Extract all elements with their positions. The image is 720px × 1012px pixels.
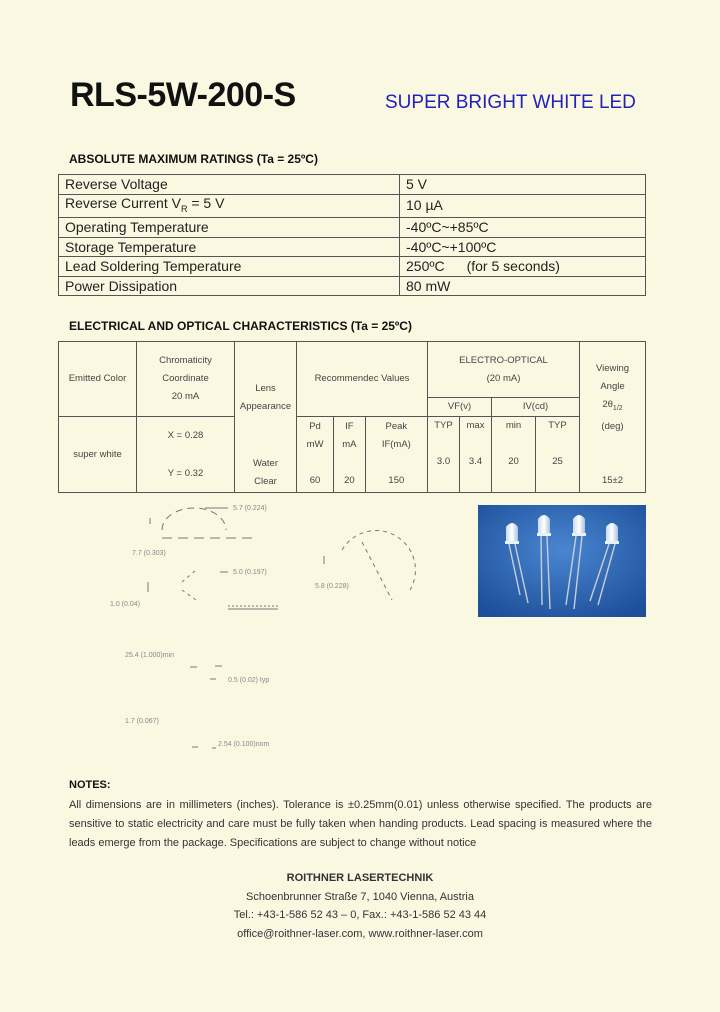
- table-row: [59, 276, 646, 296]
- param-cell: Reverse Current $V_R = 5$ V: [59, 194, 400, 218]
- led-product-photo: [478, 505, 646, 617]
- angle-value: 15±2: [580, 455, 646, 493]
- company-phone: Tel.: +43-1-586 52 43 – 0, Fax.: +43-1-586 52 43 44: [233, 909, 487, 921]
- value-cell: -40ºC~+85ºC: [400, 218, 646, 238]
- table-row: [59, 257, 646, 277]
- iv-typ-cell: TYP 25: [536, 417, 580, 493]
- notes-title: NOTES:: [69, 779, 111, 791]
- if-header: IF mA: [334, 417, 366, 455]
- dim-label: 1.0 (0.04): [110, 601, 140, 608]
- table-row: [59, 218, 646, 238]
- table-row: [59, 237, 646, 257]
- value-cell: 80 mW: [400, 276, 646, 296]
- value-cell: 5 V: [400, 175, 646, 195]
- emitted-color-header: Emitted Color: [59, 342, 137, 417]
- table-row: [59, 194, 646, 218]
- coordinate-cell: X = 0.28 Y = 0.32: [137, 417, 235, 493]
- param-cell: Lead Soldering Temperature: [59, 257, 400, 277]
- company-name: ROITHNER LASERTECHNIK: [286, 872, 434, 884]
- iv-header: IV(cd): [492, 398, 580, 417]
- iv-min-cell: min 20: [492, 417, 536, 493]
- angled-view: [315, 531, 415, 600]
- package-drawing: [100, 490, 430, 760]
- if-value: 20: [334, 455, 366, 493]
- value-cell: 10 µA: [400, 194, 646, 218]
- param-cell: Power Dissipation: [59, 276, 400, 296]
- lens-cell: Water Clear: [235, 455, 297, 493]
- top-view: [132, 505, 267, 557]
- param-cell: Storage Temperature: [59, 237, 400, 257]
- absolute-max-title: ABSOLUTE MAXIMUM RATINGS (Ta = 25ºC): [69, 152, 318, 166]
- side-view: [110, 569, 278, 609]
- viewing-angle-header: Viewing Angle $2\theta_{1/2}$ (deg): [580, 342, 646, 455]
- dim-label: 5.7 (0.224): [233, 505, 267, 512]
- param-cell: Reverse Voltage: [59, 175, 400, 195]
- dim-label: 0.5 (0.02) typ: [228, 677, 270, 684]
- notes-text: All dimensions are in millimeters (inches). Tolerance is ±0.25mm(0.01) unless otherwise specified. The products are sensitive to static electricity and care must be fully taken when handing products. Lead spacing is measured where the leads emerge from the package. Specifications are subject to change without notice: [69, 799, 652, 849]
- vf-typ-cell: TYP 3.0: [428, 417, 460, 493]
- pd-value: 60: [297, 455, 334, 493]
- chromaticity-header: Chromaticity Coordinate 20 mA: [137, 342, 235, 417]
- table-row: [59, 417, 646, 455]
- table-row: [59, 175, 646, 195]
- dim-label: 1.7 (0.067): [125, 718, 159, 725]
- dim-label: 25.4 (1.000)min: [125, 652, 175, 659]
- dim-label: 7.7 (0.303): [132, 550, 166, 557]
- table-row: [59, 342, 646, 398]
- leads-view: [125, 652, 270, 748]
- part-number: RLS-5W-200-S: [70, 76, 296, 114]
- lens-header: Lens Appearance: [235, 342, 297, 455]
- absolute-max-table: [58, 174, 646, 296]
- value-cell: 250ºC (for 5 seconds): [400, 257, 646, 277]
- company-address: Schoenbrunner Straße 7, 1040 Vienna, Austria: [246, 891, 474, 903]
- pd-header: Pd mW: [297, 417, 334, 455]
- peak-value: 150: [365, 455, 427, 493]
- company-web: office@roithner-laser.com, www.roithner-laser.com: [237, 928, 483, 940]
- dim-label: 5.0 (0.197): [233, 569, 267, 576]
- dim-label: 2.54 (0.100)nom: [218, 741, 270, 748]
- vf-max-cell: max 3.4: [460, 417, 492, 493]
- electrical-optical-title: ELECTRICAL AND OPTICAL CHARACTERISTICS (Ta = 25ºC): [69, 319, 412, 333]
- electro-optical-header: ELECTRO-OPTICAL (20 mA): [428, 342, 580, 398]
- recommended-header: Recommendec Values: [297, 342, 428, 417]
- color-cell: super white: [59, 417, 137, 493]
- dim-label: 5.8 (0.228): [315, 583, 349, 590]
- peak-header: Peak IF(mA): [365, 417, 427, 455]
- electrical-optical-table: [58, 341, 646, 493]
- param-cell: Operating Temperature: [59, 218, 400, 238]
- vf-header: VF(v): [428, 398, 492, 417]
- product-subtitle: SUPER BRIGHT WHITE LED: [385, 92, 636, 113]
- value-cell: -40ºC~+100ºC: [400, 237, 646, 257]
